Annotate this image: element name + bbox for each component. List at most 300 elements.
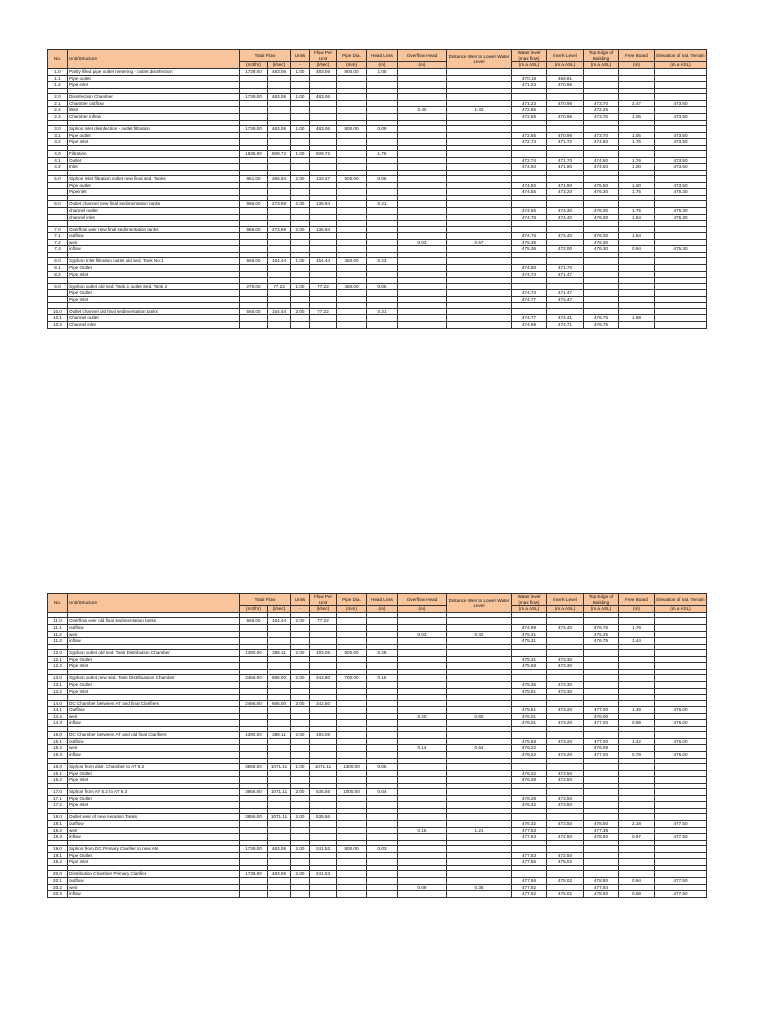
cell-pipe-dia: 1000.00 [337,789,367,796]
cell-elevation [655,827,707,834]
cell-pipe-dia [337,802,367,809]
cell-elevation [655,271,707,278]
cell-free-board: 1.44 [619,638,655,645]
cell-head-loss [367,814,398,821]
cell-units [291,834,310,841]
table-row [48,308,707,315]
cell-unit-structure: weir [68,884,240,891]
cell-free-board [619,700,655,707]
cell-invert-level: 473.50 [547,820,584,827]
cell-invert-level: 474.40 [547,624,584,631]
cell-no: 10.2 [48,321,68,328]
cell-overflow-head [398,638,447,645]
header-total-flow: Total Flow [240,50,291,62]
cell-free-board [619,271,655,278]
cell-top-edge [584,770,619,777]
header-elevation: Elevation of nat. Terrain [655,50,707,62]
cell-flow-lsec [268,877,291,884]
cell-no: 1.1 [48,75,68,82]
cell-unit-structure: weir [68,745,240,752]
table-row [48,139,707,146]
cell-top-edge [584,700,619,707]
cell-flow-per-unit [310,713,337,720]
cell-top-edge: 478.50 [584,877,619,884]
cell-overflow-head [398,164,447,171]
cell-invert-level [547,151,584,158]
cell-free-board [619,681,655,688]
cell-invert-level: 472.47 [547,296,584,303]
cell-distance-weir [447,226,512,233]
cell-flow-lsec [268,157,291,164]
cell-elevation [655,859,707,866]
cell-unit-structure: Siphon inlet disinfection - outlet filtration [68,125,240,132]
cell-flow-lsec: 483.06 [268,125,291,132]
header-no: No. [48,594,68,613]
cell-head-loss [367,877,398,884]
cell-units [291,233,310,240]
cell-unit-structure: outflow [68,233,240,240]
cell-flow-lsec: 154.44 [268,258,291,265]
cell-unit-structure: weir [68,631,240,638]
cell-invert-level: 471.90 [547,182,584,189]
cell-flow-m3hr: 2466.00 [240,675,268,682]
cell-distance-weir [447,688,512,695]
cell-invert-level: 470.96 [547,132,584,139]
table-row [48,688,707,695]
cell-flow-m3hr [240,214,268,221]
cell-flow-lsec [268,638,291,645]
cell-no: 10.0 [48,308,68,315]
cell-distance-weir [447,859,512,866]
cell-free-board [619,176,655,183]
cell-flow-lsec: 273.89 [268,226,291,233]
cell-no: 12.0 [48,650,68,657]
cell-free-board: 1.75 [619,189,655,196]
cell-overflow-head [398,618,447,625]
cell-flow-lsec [268,891,291,898]
cell-flow-m3hr [240,859,268,866]
cell-flow-per-unit [310,239,337,246]
header-unit-free-board: (m) [619,62,655,69]
cell-invert-level: 469.91 [547,75,584,82]
cell-head-loss [367,884,398,891]
cell-units [291,770,310,777]
cell-flow-per-unit [310,884,337,891]
cell-water-level: 475.51 [512,707,547,714]
cell-invert-level: 473.50 [547,777,584,784]
cell-unit-structure: Siphon Inlet filtration outlet new final sed. Tanks [68,176,240,183]
cell-distance-weir [447,814,512,821]
cell-distance-weir [447,246,512,253]
cell-invert-level: 472.50 [547,834,584,841]
cell-flow-lsec [268,214,291,221]
cell-pipe-dia [337,208,367,215]
table-row [48,713,707,720]
cell-flow-per-unit [310,246,337,253]
cell-flow-lsec [268,271,291,278]
cell-pipe-dia [337,720,367,727]
cell-head-loss [367,859,398,866]
cell-units [291,745,310,752]
cell-flow-lsec: 483.06 [268,846,291,853]
cell-units [291,713,310,720]
cell-pipe-dia: 500.00 [337,176,367,183]
cell-invert-level: 472.50 [547,852,584,859]
cell-unit-structure: Weir [68,107,240,114]
cell-free-board [619,827,655,834]
cell-no: 11.3 [48,638,68,645]
cell-distance-weir [447,707,512,714]
header-distance-weir: Distance Weir to Lower Water Level [447,594,512,613]
cell-free-board: 0.94 [619,246,655,253]
cell-units: 2.00 [291,789,310,796]
cell-top-edge: 477.00 [584,752,619,759]
cell-flow-lsec [268,132,291,139]
cell-top-edge [584,650,619,657]
cell-flow-lsec [268,745,291,752]
cell-head-loss [367,139,398,146]
cell-invert-level [547,732,584,739]
cell-flow-lsec [268,107,291,114]
cell-no [48,208,68,215]
table-row [48,707,707,714]
cell-top-edge: 477.00 [584,707,619,714]
cell-overflow-head [398,75,447,82]
cell-water-level: 474.55 [512,208,547,215]
cell-unit-structure: inflow [68,720,240,727]
cell-flow-per-unit: 241.53 [310,846,337,853]
header-unit-structure: Unit/Structure [68,50,240,69]
cell-pipe-dia [337,107,367,114]
table-row [48,802,707,809]
header-unit-flow-per-unit: (l/sec) [310,606,337,613]
cell-water-level: 472.74 [512,139,547,146]
cell-units [291,820,310,827]
cell-head-loss: 0.21 [367,308,398,315]
cell-head-loss: 0.03 [367,846,398,853]
cell-elevation [655,700,707,707]
table-row [48,732,707,739]
cell-elevation [655,764,707,771]
cell-flow-m3hr [240,233,268,240]
cell-top-edge: 473.70 [584,132,619,139]
cell-top-edge: 476.75 [584,624,619,631]
cell-top-edge [584,94,619,101]
cell-free-board [619,239,655,246]
cell-invert-level [547,675,584,682]
header-unit-water-level: (m a ASL) [512,62,547,69]
cell-pipe-dia [337,752,367,759]
cell-distance-weir [447,151,512,158]
cell-head-loss [367,100,398,107]
cell-elevation [655,770,707,777]
cell-invert-level: 470.96 [547,113,584,120]
cell-flow-per-unit: 342.50 [310,700,337,707]
cell-unit-structure: weir [68,713,240,720]
cell-elevation [655,871,707,878]
cell-top-edge: 474.50 [584,139,619,146]
cell-top-edge [584,675,619,682]
cell-water-level: 476.22 [512,752,547,759]
cell-head-loss [367,296,398,303]
cell-invert-level: 475.02 [547,891,584,898]
cell-pipe-dia [337,656,367,663]
cell-head-loss [367,182,398,189]
cell-distance-weir [447,777,512,784]
cell-invert-level: 471.47 [547,290,584,297]
cell-pipe-dia: 500.00 [337,650,367,657]
cell-overflow-head [398,125,447,132]
cell-unit-structure: Pipe outlet [68,132,240,139]
cell-no: 14.3 [48,720,68,727]
cell-water-level: 475.36 [512,239,547,246]
cell-elevation [655,732,707,739]
cell-pipe-dia: 800.00 [337,846,367,853]
table-row [48,752,707,759]
cell-elevation: 476.00 [655,752,707,759]
cell-pipe-dia [337,132,367,139]
cell-overflow-head [398,246,447,253]
cell-water-level: 472.65 [512,132,547,139]
cell-head-loss [367,827,398,834]
cell-head-loss [367,713,398,720]
cell-free-board: 0.58 [619,891,655,898]
cell-overflow-head [398,789,447,796]
table-row [48,884,707,891]
cell-flow-m3hr [240,884,268,891]
cell-pipe-dia [337,631,367,638]
cell-distance-weir [447,157,512,164]
table-row [48,859,707,866]
cell-invert-level: 474.30 [547,208,584,215]
cell-overflow-head [398,201,447,208]
cell-unit-structure: weir [68,239,240,246]
cell-flow-m3hr [240,624,268,631]
cell-flow-lsec [268,233,291,240]
cell-distance-weir [447,82,512,89]
cell-free-board [619,151,655,158]
cell-units [291,290,310,297]
cell-unit-structure: Outlet channel new final sedimentation tanks [68,201,240,208]
cell-flow-lsec: 273.89 [268,201,291,208]
cell-head-loss [367,264,398,271]
cell-water-level [512,650,547,657]
cell-elevation [655,675,707,682]
cell-unit-structure: outflow [68,820,240,827]
cell-head-loss [367,75,398,82]
cell-units [291,113,310,120]
cell-no [48,189,68,196]
cell-invert-level [547,283,584,290]
header-unit-free-board: (m) [619,606,655,613]
cell-water-level: 474.77 [512,315,547,322]
cell-free-board: 1.76 [619,624,655,631]
table-row [48,290,707,297]
cell-distance-weir [447,258,512,265]
cell-overflow-head [398,707,447,714]
cell-flow-per-unit [310,624,337,631]
cell-elevation [655,656,707,663]
cell-free-board: 1.49 [619,707,655,714]
cell-no: 11.0 [48,618,68,625]
cell-overflow-head [398,258,447,265]
cell-top-edge [584,151,619,158]
cell-free-board: 1.00 [619,182,655,189]
cell-flow-m3hr: 1739.00 [240,846,268,853]
cell-units [291,624,310,631]
cell-flow-lsec [268,859,291,866]
cell-elevation [655,258,707,265]
cell-invert-level [547,638,584,645]
cell-free-board [619,777,655,784]
cell-invert-level [547,814,584,821]
cell-flow-per-unit [310,75,337,82]
cell-water-level: 474.50 [512,264,547,271]
cell-top-edge: 476.09 [584,745,619,752]
cell-invert-level [547,258,584,265]
cell-no: 2.0 [48,94,68,101]
cell-no: 7.3 [48,246,68,253]
hydraulic-table-1 [47,49,707,329]
cell-no: 20.0 [48,871,68,878]
cell-units [291,752,310,759]
cell-water-level: 476.01 [512,720,547,727]
cell-invert-level [547,884,584,891]
cell-flow-m3hr [240,132,268,139]
cell-invert-level [547,107,584,114]
header-elevation: Elevation of nat. Terrain [655,594,707,606]
cell-no: 14.2 [48,713,68,720]
cell-no: 15.1 [48,738,68,745]
cell-invert-level [547,700,584,707]
cell-top-edge [584,176,619,183]
cell-flow-lsec: 685.00 [268,675,291,682]
cell-overflow-head [398,770,447,777]
header-unit-invert-level: (m a ASL) [547,606,584,613]
cell-overflow-head [398,208,447,215]
cell-units [291,157,310,164]
cell-top-edge [584,814,619,821]
cell-invert-level [547,789,584,796]
cell-unit-structure: Pipe Outlet [68,264,240,271]
cell-distance-weir [447,139,512,146]
cell-free-board: 0.78 [619,752,655,759]
cell-distance-weir [447,75,512,82]
cell-distance-weir [447,94,512,101]
cell-overflow-head [398,296,447,303]
table-row [48,846,707,853]
cell-overflow-head [398,752,447,759]
cell-flow-per-unit [310,139,337,146]
cell-flow-lsec [268,100,291,107]
cell-invert-level: 471.47 [547,271,584,278]
cell-flow-lsec [268,315,291,322]
table-row [48,189,707,196]
cell-unit-structure: Inlet [68,164,240,171]
cell-overflow-head [398,94,447,101]
cell-elevation [655,624,707,631]
cell-overflow-head [398,264,447,271]
cell-head-loss [367,656,398,663]
cell-flow-lsec: 509.72 [268,151,291,158]
cell-overflow-head [398,871,447,878]
cell-distance-weir [447,638,512,645]
cell-water-level: 471.23 [512,100,547,107]
cell-unit-structure: Channel inlet [68,321,240,328]
cell-top-edge: 477.00 [584,720,619,727]
cell-no: 11.1 [48,624,68,631]
cell-flow-m3hr: 556.00 [240,308,268,315]
cell-head-loss: 1.05 [367,69,398,76]
table-row [48,764,707,771]
cell-elevation [655,688,707,695]
cell-unit-structure: outflow [68,738,240,745]
cell-invert-level: 473.20 [547,752,584,759]
cell-no: 19.2 [48,859,68,866]
header-pipe-dia: Pipe Dia. [337,50,367,62]
cell-head-loss [367,707,398,714]
cell-no: 20.2 [48,884,68,891]
cell-no: 6.0 [48,201,68,208]
table-row [48,675,707,682]
cell-elevation: 473.50 [655,157,707,164]
cell-distance-weir [447,764,512,771]
cell-unit-structure: Pipe Outlet [68,795,240,802]
cell-invert-level: 473.20 [547,720,584,727]
cell-free-board [619,675,655,682]
cell-free-board [619,308,655,315]
cell-unit-structure: Pipe Inlet [68,139,240,146]
cell-free-board [619,618,655,625]
cell-flow-m3hr: 986.00 [240,226,268,233]
cell-flow-lsec [268,802,291,809]
table-row [48,100,707,107]
cell-no [48,214,68,221]
cell-water-level [512,176,547,183]
cell-pipe-dia [337,82,367,89]
cell-elevation [655,94,707,101]
cell-flow-per-unit [310,290,337,297]
cell-head-loss [367,834,398,841]
header-invert-level: Invert Level [547,594,584,606]
cell-pipe-dia [337,795,367,802]
cell-overflow-head [398,100,447,107]
cell-elevation [655,315,707,322]
cell-elevation [655,233,707,240]
cell-flow-lsec [268,738,291,745]
cell-elevation [655,713,707,720]
cell-flow-lsec [268,75,291,82]
cell-top-edge: 477.00 [584,738,619,745]
cell-flow-m3hr: 961.00 [240,176,268,183]
cell-flow-per-unit [310,271,337,278]
cell-flow-per-unit: 483.06 [310,94,337,101]
header-free-board: Free Board [619,594,655,606]
cell-pipe-dia [337,214,367,221]
cell-free-board [619,656,655,663]
cell-flow-lsec: 386.11 [268,650,291,657]
cell-top-edge [584,75,619,82]
cell-pipe-dia [337,871,367,878]
cell-free-board [619,290,655,297]
cell-overflow-head: 0.03 [398,239,447,246]
cell-unit-structure: Outlet channel old final sedimentation tanks [68,308,240,315]
cell-no: 18.2 [48,827,68,834]
cell-free-board [619,852,655,859]
cell-distance-weir [447,820,512,827]
header-unit-top-edge: (m a ASL) [584,606,619,613]
cell-flow-per-unit [310,707,337,714]
